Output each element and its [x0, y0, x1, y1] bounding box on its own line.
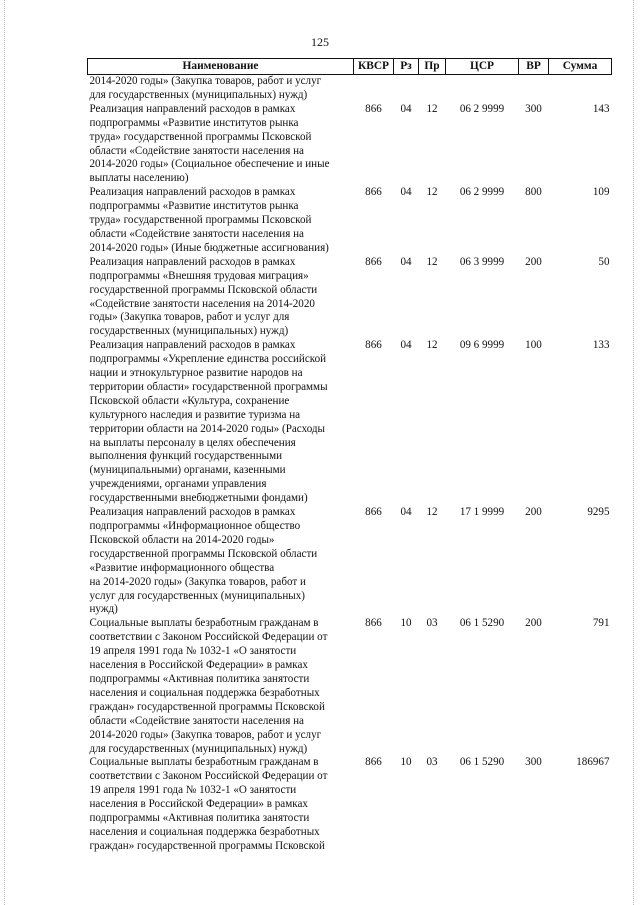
- row-pr: 12: [426, 186, 438, 199]
- row-sum: 133: [592, 339, 610, 352]
- row-kvsr: 866: [365, 506, 382, 519]
- row-vr: 200: [525, 506, 542, 519]
- row-sum: 791: [592, 617, 610, 630]
- row-rz: 04: [400, 186, 412, 199]
- budget-table: [87, 58, 612, 854]
- row-pr: 12: [426, 506, 438, 519]
- header-name: Наименование: [88, 59, 354, 75]
- row-kvsr: 866: [365, 617, 382, 630]
- continuation-row: [88, 75, 612, 103]
- row-sum: 109: [592, 186, 610, 199]
- table-row: [88, 756, 612, 853]
- row-sum: 9295: [587, 506, 610, 519]
- row-name: Реализация направлений расходов в рамках подпрограммы «Информационное общество Псковской области на 2014-2020 годы» государственной программы Псковской области «Развитие информационного общества на 2014-2020 годы» (Закупка товаров, работ и услуг для государственных (муниципальных) нужд): [89, 506, 318, 616]
- row-csr: 09 6 9999: [459, 339, 505, 352]
- header-csr: ЦСР: [446, 59, 519, 75]
- row-name: Реализация направлений расходов в рамках подпрограммы «Развитие институтов рынка труда» государственной программы Псковской области «Содействие занятости населения на 2014-2020 годы» (Социальное обеспечение и иные выплаты населению): [89, 102, 330, 185]
- continuation-text: 2014-2020 годы» (Закупка товаров, работ и услуг для государственных (муниципальных) нужд): [89, 75, 322, 101]
- row-name: Социальные выплаты безработным гражданам в соответствии с Законом Российской Федерации от 19 апреля 1991 года № 1032-1 «О занятости населения в Российской Федерации» в рамках подпрограммы «Активная политика занятости населения и социальная поддержка безработных граждан» государственной программы Псковской: [89, 756, 328, 852]
- table-row: [88, 617, 612, 756]
- row-vr: 800: [525, 186, 542, 199]
- table-row: [88, 506, 612, 617]
- row-pr: 03: [426, 617, 438, 630]
- row-csr: 17 1 9999: [459, 506, 505, 519]
- row-kvsr: 866: [365, 186, 382, 199]
- row-rz: 04: [400, 339, 412, 352]
- row-kvsr: 866: [365, 339, 382, 352]
- row-name: Социальные выплаты безработным гражданам в соответствии с Законом Российской Федерации от 19 апреля 1991 года № 1032-1 «О занятости населения в Российской Федерации» в рамках подпрограммы «Активная политика занятости населения и социальная поддержка безработных граждан» государственной программы Псковской области «Содействие занятости населения на 2014-2020 годы» (Закупка товаров, работ и услуг для государственных (муниципальных) нужд): [89, 617, 328, 755]
- header-sum: Сумма: [549, 59, 612, 75]
- row-pr: 12: [426, 339, 438, 352]
- table-row: [88, 103, 612, 186]
- row-kvsr: 866: [365, 102, 382, 115]
- scan-edge-right: [633, 0, 635, 905]
- row-rz: 04: [400, 255, 412, 268]
- row-kvsr: 866: [365, 756, 382, 769]
- row-pr: 12: [426, 255, 438, 268]
- table-header-row: [88, 59, 612, 75]
- row-kvsr: 866: [365, 255, 382, 268]
- row-sum: 143: [592, 102, 610, 115]
- row-csr: 06 1 5290: [459, 756, 505, 769]
- row-rz: 10: [400, 756, 412, 769]
- page-number: 125: [311, 35, 329, 49]
- table-row: [88, 339, 612, 506]
- row-rz: 10: [400, 617, 412, 630]
- header-rz: Рз: [394, 59, 419, 75]
- row-name: Реализация направлений расходов в рамках подпрограммы «Внешняя трудовая миграция» государственной программы Псковской области «Содействие занятости населения на 2014-2020 годы» (Закупка товаров, работ и услуг для государственных (муниципальных) нужд): [89, 255, 318, 338]
- row-rz: 04: [400, 506, 412, 519]
- row-pr: 03: [426, 756, 438, 769]
- row-sum: 50: [598, 255, 610, 268]
- row-vr: 200: [525, 255, 542, 268]
- row-csr: 06 1 5290: [459, 617, 505, 630]
- row-vr: 100: [525, 339, 542, 352]
- table-row: [88, 186, 612, 256]
- row-vr: 300: [525, 756, 542, 769]
- row-name: Реализация направлений расходов в рамках подпрограммы «Укрепление единства российской нации и этнокультурное развитие народов на территории области» государственной программы Псковской области «Культура, сохранение культурного наследия и развитие туризма на территории области на 2014-2020 годы» (Расходы на выплаты персоналу в целях обеспечения выполнения функций государственными (муниципальными) органами, казенными учреждениями, органами управления государственными внебюджетными фондами): [89, 339, 328, 505]
- row-vr: 200: [525, 617, 542, 630]
- table-row: [88, 256, 612, 339]
- row-csr: 06 2 9999: [459, 186, 505, 199]
- row-name: Реализация направлений расходов в рамках подпрограммы «Развитие институтов рынка труда» государственной программы Псковской области «Содействие занятости населения на 2014-2020 годы» (Иные бюджетные ассигнования): [89, 186, 329, 254]
- header-kvsr: КВСР: [354, 59, 394, 75]
- row-sum: 186967: [576, 756, 610, 769]
- header-vr: ВР: [519, 59, 549, 75]
- row-csr: 06 3 9999: [459, 255, 505, 268]
- row-pr: 12: [426, 102, 438, 115]
- row-vr: 300: [525, 102, 542, 115]
- row-csr: 06 2 9999: [459, 102, 505, 115]
- scan-edge-left: [4, 0, 6, 905]
- row-rz: 04: [400, 102, 412, 115]
- header-pr: Пр: [419, 59, 446, 75]
